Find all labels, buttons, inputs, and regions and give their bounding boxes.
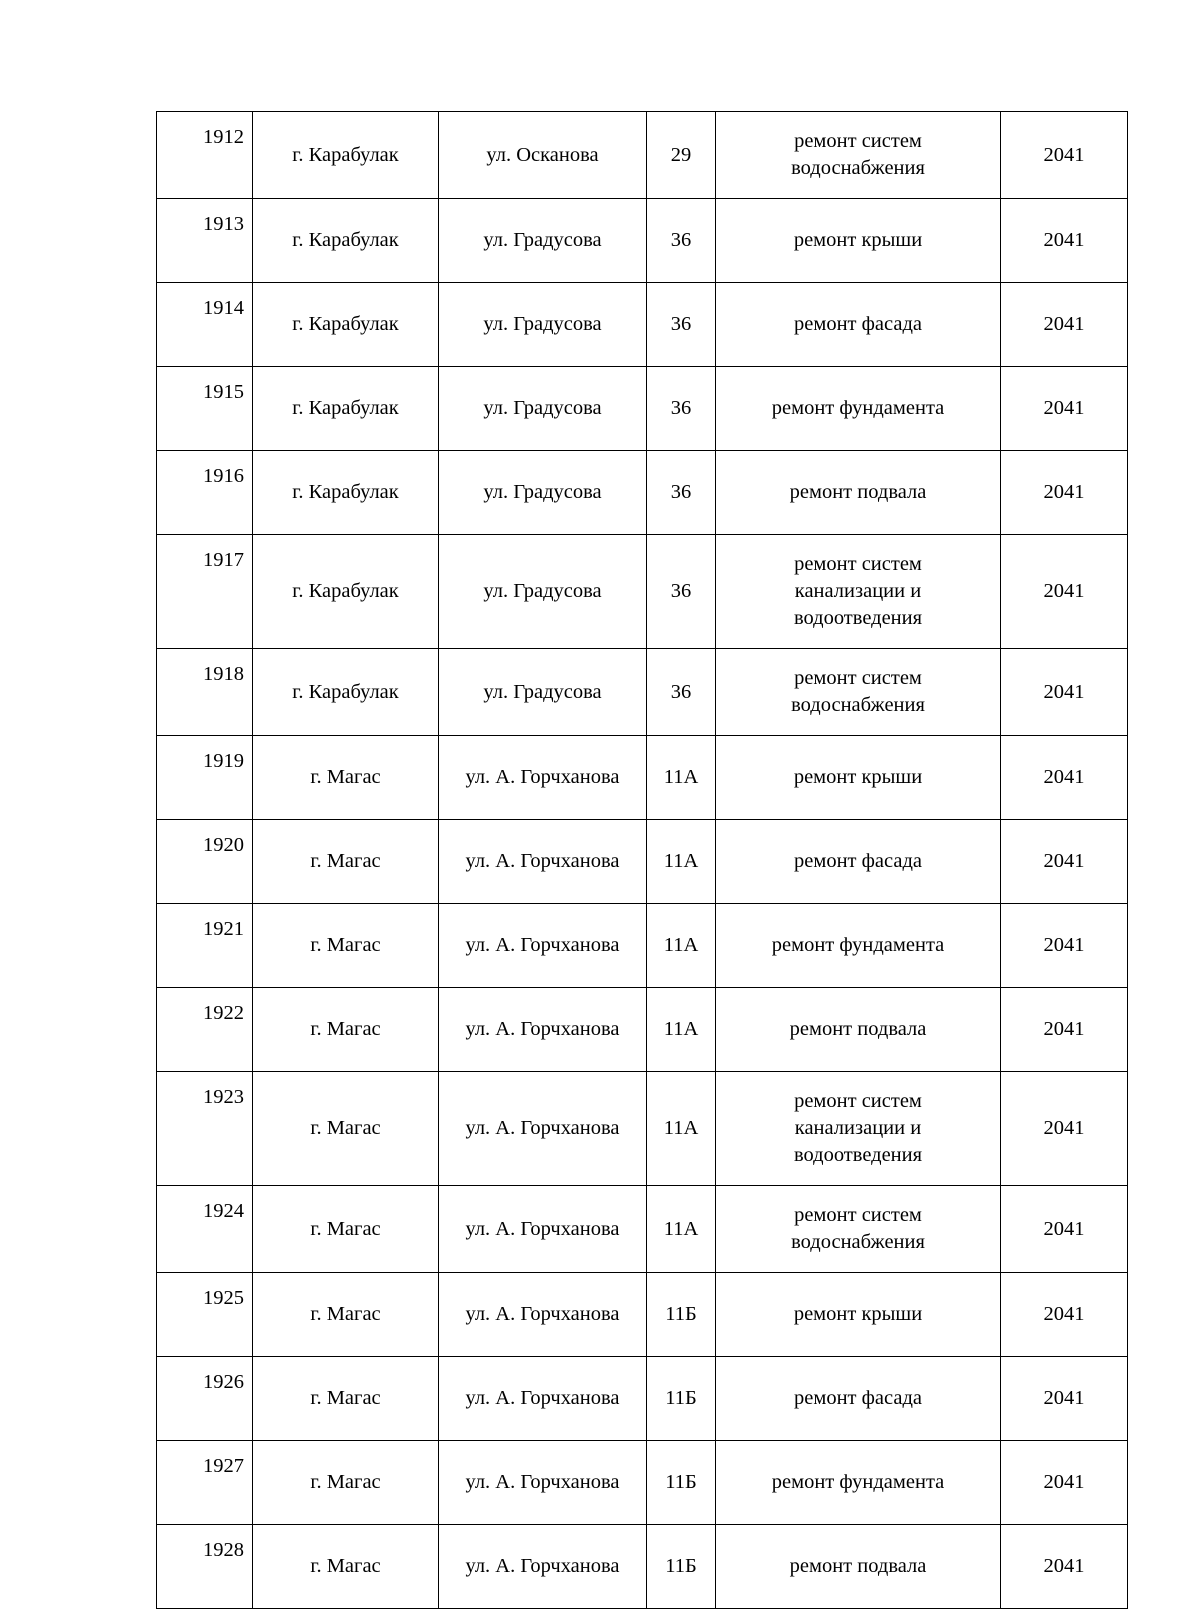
- planned-year-cell: 2041: [1001, 535, 1128, 649]
- work-type-line: канализации и: [794, 1117, 922, 1139]
- city-cell: г. Магас: [253, 1273, 439, 1357]
- street-cell: ул. А. Горчханова: [439, 1357, 647, 1441]
- street-cell: ул. Градусова: [439, 199, 647, 283]
- street-cell: ул. А. Горчханова: [439, 1525, 647, 1609]
- street-cell: ул. А. Горчханова: [439, 1186, 647, 1273]
- city-cell: г. Магас: [253, 1072, 439, 1186]
- work-type-line: водоотведения: [793, 607, 923, 629]
- planned-year-cell: 2041: [1001, 112, 1128, 199]
- work-type-cell: [716, 649, 1001, 736]
- house-number-cell: 36: [647, 535, 716, 649]
- table-row: [157, 1357, 1128, 1441]
- row-number-cell: 1928: [157, 1525, 253, 1609]
- planned-year-cell: 2041: [1001, 1441, 1128, 1525]
- work-type-cell: [716, 736, 1001, 820]
- house-number-cell: 11Б: [647, 1525, 716, 1609]
- row-number-cell: 1919: [157, 736, 253, 820]
- work-type-cell: [716, 1357, 1001, 1441]
- work-type-cell: [716, 1273, 1001, 1357]
- table-row: [157, 112, 1128, 199]
- street-cell: ул. Осканова: [439, 112, 647, 199]
- table-row: [157, 988, 1128, 1072]
- work-type-cell: [716, 1186, 1001, 1273]
- row-number-cell: 1920: [157, 820, 253, 904]
- row-number-cell: 1924: [157, 1186, 253, 1273]
- table-row: [157, 820, 1128, 904]
- row-number-cell: 1912: [157, 112, 253, 199]
- street-cell: ул. А. Горчханова: [439, 1273, 647, 1357]
- house-number-cell: 36: [647, 367, 716, 451]
- work-type-line: водоснабжения: [791, 694, 925, 716]
- planned-year-cell: 2041: [1001, 1357, 1128, 1441]
- planned-year-cell: 2041: [1001, 820, 1128, 904]
- table-row: [157, 1186, 1128, 1273]
- work-type-line: ремонт фундамента: [771, 934, 945, 956]
- city-cell: г. Карабулак: [253, 367, 439, 451]
- work-type-line: ремонт крыши: [793, 229, 923, 251]
- table-row: [157, 1441, 1128, 1525]
- work-type-line: ремонт подвала: [789, 481, 927, 503]
- table-row: [157, 451, 1128, 535]
- house-number-cell: 11А: [647, 904, 716, 988]
- street-cell: ул. Градусова: [439, 649, 647, 736]
- work-type-line: ремонт фасада: [794, 850, 922, 872]
- work-type-cell: [716, 1441, 1001, 1525]
- street-cell: ул. Градусова: [439, 283, 647, 367]
- city-cell: г. Карабулак: [253, 535, 439, 649]
- city-cell: г. Магас: [253, 736, 439, 820]
- work-type-line: ремонт крыши: [793, 766, 923, 788]
- planned-year-cell: 2041: [1001, 283, 1128, 367]
- house-number-cell: 11А: [647, 736, 716, 820]
- work-type-cell: [716, 367, 1001, 451]
- row-number-cell: 1923: [157, 1072, 253, 1186]
- planned-year-cell: 2041: [1001, 988, 1128, 1072]
- row-number-cell: 1917: [157, 535, 253, 649]
- house-number-cell: 11А: [647, 820, 716, 904]
- table-row: [157, 199, 1128, 283]
- city-cell: г. Магас: [253, 988, 439, 1072]
- table-body: [157, 112, 1128, 1609]
- street-cell: ул. Градусова: [439, 451, 647, 535]
- planned-year-cell: 2041: [1001, 736, 1128, 820]
- work-type-cell: [716, 283, 1001, 367]
- street-cell: ул. А. Горчханова: [439, 988, 647, 1072]
- row-number-cell: 1925: [157, 1273, 253, 1357]
- street-cell: ул. А. Горчханова: [439, 736, 647, 820]
- street-cell: ул. А. Горчханова: [439, 820, 647, 904]
- work-type-line: ремонт систем: [794, 553, 922, 575]
- work-type-line: водоснабжения: [791, 157, 925, 179]
- city-cell: г. Магас: [253, 1357, 439, 1441]
- row-number-cell: 1926: [157, 1357, 253, 1441]
- work-type-cell: [716, 1525, 1001, 1609]
- planned-year-cell: 2041: [1001, 904, 1128, 988]
- house-number-cell: 11А: [647, 1072, 716, 1186]
- house-number-cell: 11Б: [647, 1441, 716, 1525]
- house-number-cell: 11А: [647, 1186, 716, 1273]
- work-type-line: ремонт фасада: [794, 1387, 922, 1409]
- work-type-line: ремонт подвала: [789, 1555, 927, 1577]
- table-row: [157, 1072, 1128, 1186]
- city-cell: г. Карабулак: [253, 649, 439, 736]
- city-cell: г. Карабулак: [253, 199, 439, 283]
- work-type-line: водоотведения: [793, 1144, 923, 1166]
- row-number-cell: 1927: [157, 1441, 253, 1525]
- work-type-line: ремонт систем: [794, 130, 922, 152]
- city-cell: г. Магас: [253, 1441, 439, 1525]
- house-number-cell: 11Б: [647, 1273, 716, 1357]
- work-type-line: канализации и: [794, 580, 922, 602]
- house-number-cell: 36: [647, 283, 716, 367]
- work-type-line: ремонт систем: [794, 1204, 922, 1226]
- house-number-cell: 29: [647, 112, 716, 199]
- row-number-cell: 1918: [157, 649, 253, 736]
- house-number-cell: 11Б: [647, 1357, 716, 1441]
- house-number-cell: 36: [647, 199, 716, 283]
- planned-year-cell: 2041: [1001, 1186, 1128, 1273]
- city-cell: г. Магас: [253, 820, 439, 904]
- street-cell: ул. Градусова: [439, 367, 647, 451]
- work-type-cell: [716, 904, 1001, 988]
- repair-schedule-table: [156, 111, 1128, 1609]
- house-number-cell: 36: [647, 451, 716, 535]
- table-row: [157, 535, 1128, 649]
- work-type-cell: [716, 820, 1001, 904]
- row-number-cell: 1913: [157, 199, 253, 283]
- work-type-line: ремонт подвала: [789, 1018, 927, 1040]
- table-row: [157, 1273, 1128, 1357]
- row-number-cell: 1921: [157, 904, 253, 988]
- planned-year-cell: 2041: [1001, 1273, 1128, 1357]
- work-type-cell: [716, 988, 1001, 1072]
- work-type-line: ремонт фундамента: [771, 1471, 945, 1493]
- work-type-cell: [716, 199, 1001, 283]
- work-type-cell: [716, 535, 1001, 649]
- work-type-line: ремонт фасада: [794, 313, 922, 335]
- street-cell: ул. А. Горчханова: [439, 1072, 647, 1186]
- planned-year-cell: 2041: [1001, 649, 1128, 736]
- work-type-cell: [716, 1072, 1001, 1186]
- city-cell: г. Магас: [253, 904, 439, 988]
- work-type-line: ремонт систем: [794, 1090, 922, 1112]
- street-cell: ул. Градусова: [439, 535, 647, 649]
- street-cell: ул. А. Горчханова: [439, 1441, 647, 1525]
- table-row: [157, 283, 1128, 367]
- work-type-cell: [716, 112, 1001, 199]
- work-type-line: ремонт фундамента: [771, 397, 945, 419]
- work-type-cell: [716, 451, 1001, 535]
- row-number-cell: 1915: [157, 367, 253, 451]
- planned-year-cell: 2041: [1001, 1525, 1128, 1609]
- planned-year-cell: 2041: [1001, 451, 1128, 535]
- work-type-line: водоснабжения: [791, 1231, 925, 1253]
- street-cell: ул. А. Горчханова: [439, 904, 647, 988]
- row-number-cell: 1916: [157, 451, 253, 535]
- work-type-line: ремонт крыши: [793, 1303, 923, 1325]
- row-number-cell: 1914: [157, 283, 253, 367]
- city-cell: г. Магас: [253, 1186, 439, 1273]
- table-row: [157, 1525, 1128, 1609]
- planned-year-cell: 2041: [1001, 367, 1128, 451]
- table-row: [157, 736, 1128, 820]
- house-number-cell: 11А: [647, 988, 716, 1072]
- city-cell: г. Карабулак: [253, 112, 439, 199]
- table-row: [157, 649, 1128, 736]
- table-row: [157, 367, 1128, 451]
- city-cell: г. Магас: [253, 1525, 439, 1609]
- table-row: [157, 904, 1128, 988]
- house-number-cell: 36: [647, 649, 716, 736]
- planned-year-cell: 2041: [1001, 1072, 1128, 1186]
- work-type-line: ремонт систем: [794, 667, 922, 689]
- row-number-cell: 1922: [157, 988, 253, 1072]
- city-cell: г. Карабулак: [253, 283, 439, 367]
- planned-year-cell: 2041: [1001, 199, 1128, 283]
- city-cell: г. Карабулак: [253, 451, 439, 535]
